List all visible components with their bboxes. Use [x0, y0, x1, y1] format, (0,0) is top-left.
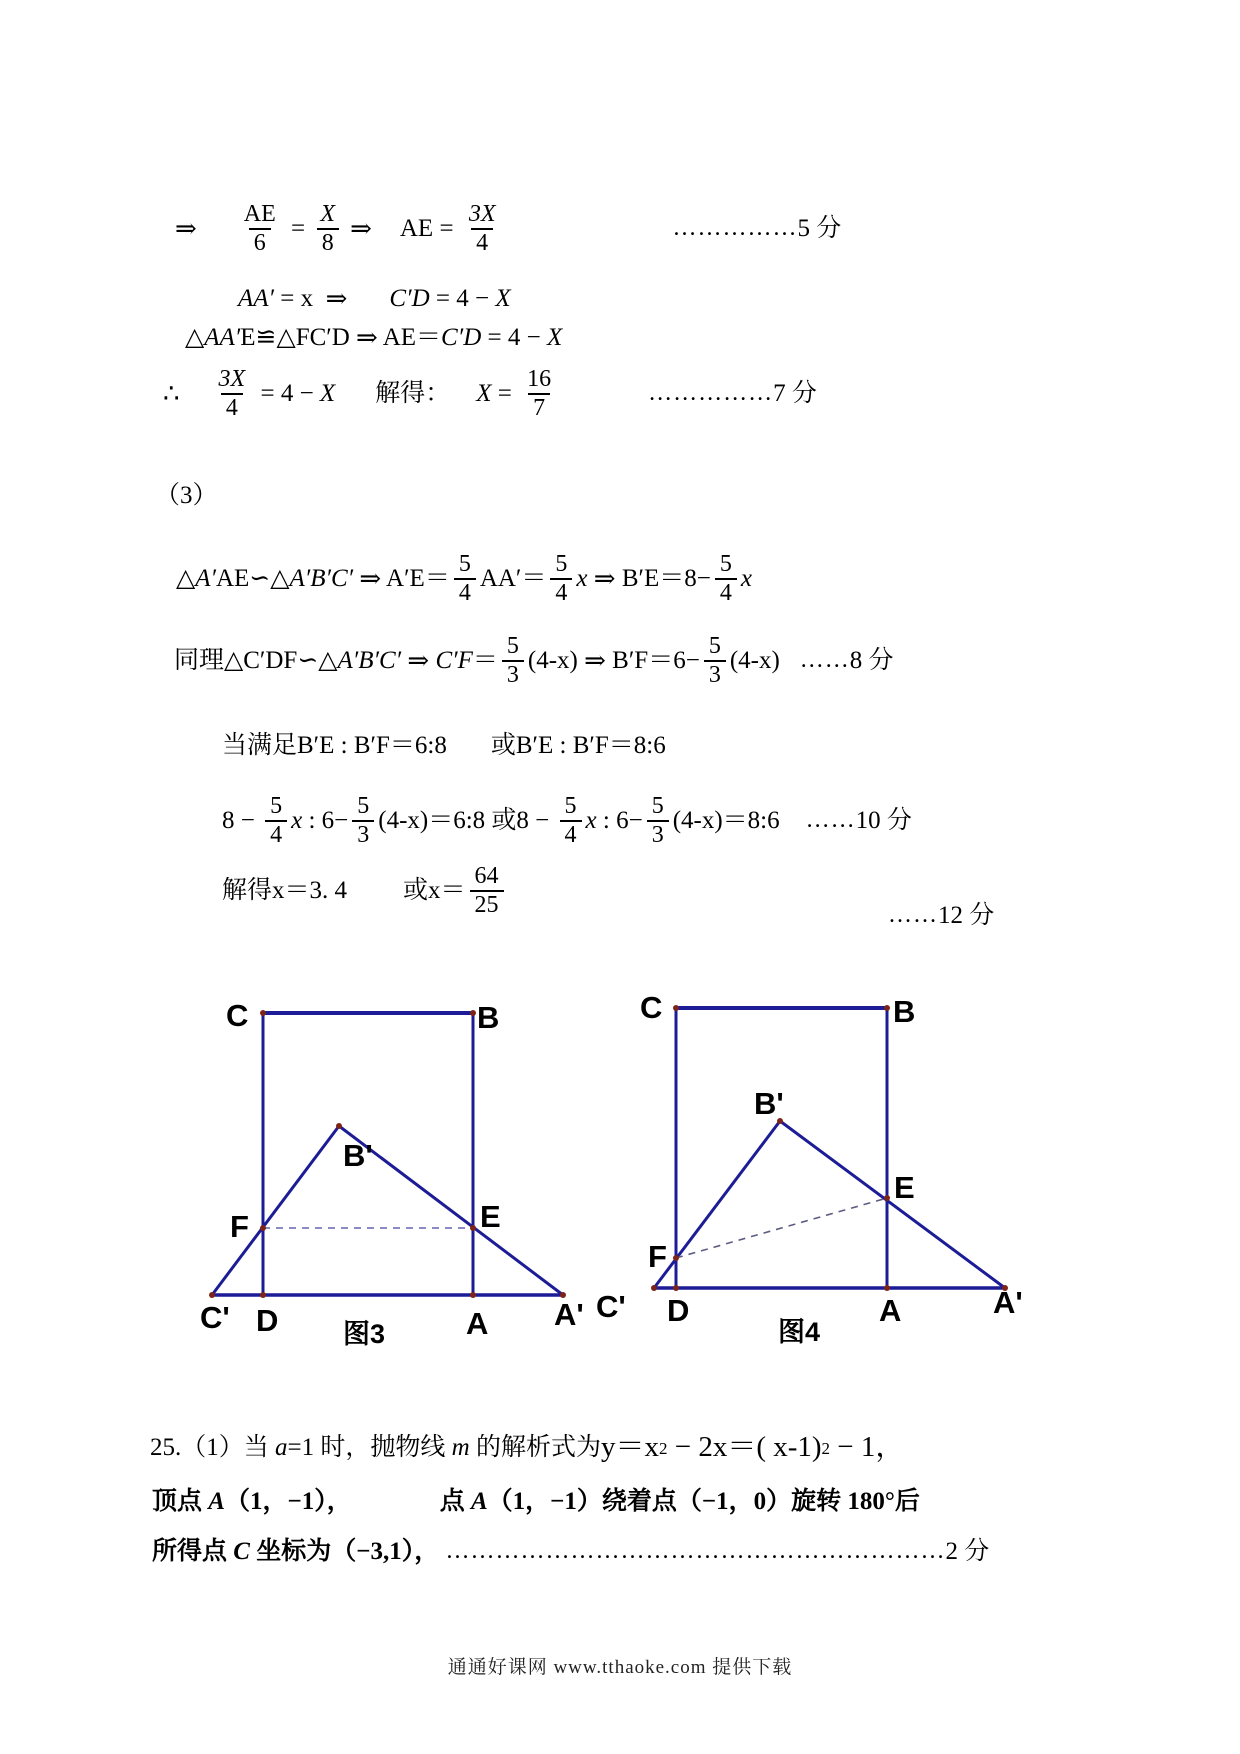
eq-token: : 6− — [596, 806, 643, 834]
vertex-label: F — [230, 1209, 249, 1244]
eq-token: ⇒ — [593, 564, 616, 594]
vertex-label: C' — [200, 1300, 230, 1335]
vertex-label: F — [648, 1239, 667, 1274]
eq-token — [347, 891, 403, 892]
eq-token: − 2x＝( x-1) — [667, 1431, 822, 1464]
eq-token: C′D — [389, 284, 430, 312]
vertex-label: C — [226, 998, 249, 1033]
eq-token: 顶点 — [152, 1487, 209, 1515]
figure-caption: 图3 — [343, 1319, 386, 1349]
eq-token: ⇒ — [356, 323, 378, 353]
figure-caption: 图4 — [778, 1317, 821, 1347]
vertex-label: C — [640, 990, 663, 1025]
eq-token: 同理△C′DF∽△ — [174, 646, 338, 674]
vertex-label: E — [894, 1170, 915, 1205]
eq-token — [352, 1502, 440, 1503]
line-ratio-10pts — [222, 784, 912, 858]
eq-token: (4-x)＝8:6 — [672, 806, 780, 834]
eq-token: ⇒ — [325, 284, 348, 314]
eq-token: 的解析式为 — [469, 1433, 601, 1461]
eq-token: (4-x) — [527, 646, 585, 674]
eq-token: $\frac{AE}{6}$ — [243, 201, 276, 256]
eq-token: x — [576, 564, 588, 592]
eq-token: AE＝ — [377, 323, 442, 351]
eq-token: $\frac{5}{4}$ — [265, 793, 287, 849]
eq-token — [450, 394, 476, 395]
line-part3 — [155, 480, 218, 512]
eq-token: $\frac{3X}{4}$ — [218, 366, 246, 421]
eq-token: C — [233, 1537, 250, 1565]
eq-token: 当满足B′E : B′F＝6:8 — [222, 731, 447, 759]
eq-token: …… — [799, 647, 850, 674]
eq-token: X — [495, 284, 511, 312]
vertex-label: E — [480, 1199, 501, 1234]
eq-token: 5 分 — [797, 214, 842, 242]
eq-token: y＝x — [600, 1431, 659, 1464]
eq-token: 或B′E : B′F＝8:6 — [490, 731, 666, 759]
line-25-1 — [150, 1420, 904, 1476]
eq-token: 解得： — [375, 379, 451, 407]
eq-token: ⇒ — [350, 214, 372, 244]
eq-token: ⇒ — [407, 646, 430, 676]
vertex-label: D — [256, 1303, 279, 1338]
eq-token: $\frac{5}{3}$ — [704, 633, 726, 689]
line-vertex-rotate — [152, 1484, 920, 1520]
eq-token: X — [546, 323, 563, 351]
eq-token: C′D — [441, 323, 482, 351]
eq-token: …………… — [648, 380, 774, 407]
eq-token: （1，−1）， — [224, 1487, 352, 1515]
eq-token: …………… — [672, 215, 798, 242]
eq-token: $\frac{64}{25}$ — [470, 863, 504, 919]
vertex-label: C' — [596, 1289, 626, 1324]
line-solve-7pts — [163, 355, 817, 433]
eq-token: ⇒ — [359, 564, 382, 594]
vertex-label: A' — [993, 1285, 1023, 1320]
eq-token: B′F＝6− — [605, 646, 700, 674]
vertex-label: A — [466, 1306, 489, 1341]
vertex-point — [470, 1225, 476, 1231]
eq-token — [335, 394, 375, 395]
figure-4 — [590, 980, 1050, 1370]
figure-segment — [654, 1121, 780, 1288]
vertex-point — [673, 1285, 679, 1291]
vertex-point — [884, 1195, 890, 1201]
eq-token — [180, 394, 210, 395]
vertex-label: B' — [343, 1138, 373, 1173]
eq-token: 12 分 — [938, 901, 995, 929]
eq-token: $\frac{5}{4}$ — [454, 551, 476, 607]
eq-token: x — [585, 806, 597, 834]
line-aa-prime — [238, 283, 511, 315]
line-ae-5pts — [175, 192, 841, 266]
eq-token: AE = — [399, 214, 460, 242]
eq-token: 或x＝ — [403, 876, 466, 904]
eq-token: AE∽△ — [215, 564, 290, 592]
eq-token: △ — [185, 323, 205, 351]
eq-token: = 4 − — [254, 379, 320, 407]
vertex-point — [260, 1225, 266, 1231]
vertex-label: A' — [554, 1297, 584, 1332]
eq-token: = — [284, 214, 312, 242]
eq-token: = 4 − — [481, 323, 547, 351]
vertex-point — [336, 1123, 342, 1129]
eq-token: △ — [176, 564, 196, 592]
eq-token: A — [208, 1487, 225, 1515]
eq-token: $\frac{5}{4}$ — [715, 551, 737, 607]
eq-token: C′F — [435, 646, 473, 674]
eq-token: $\frac{X}{8}$ — [315, 201, 340, 257]
figure-3 — [180, 980, 600, 1370]
eq-token — [780, 661, 800, 662]
eq-token: 点 — [439, 1487, 471, 1515]
eq-token: ∴ — [163, 379, 180, 409]
eq-token: = 4 − — [429, 284, 496, 312]
eq-token: …………………………………………………… — [445, 1538, 946, 1565]
eq-token: 10 分 — [855, 806, 912, 834]
eq-token — [197, 229, 235, 230]
eq-token: =1 时，抛物线 — [287, 1433, 452, 1461]
line-12pts — [888, 900, 994, 932]
figure-4-svg — [590, 980, 1050, 1370]
eq-token: 8 − — [222, 806, 262, 834]
eq-token: $\frac{5}{3}$ — [502, 633, 524, 689]
eq-token — [504, 229, 672, 230]
eq-token: X — [319, 379, 336, 407]
eq-token: AA′ — [204, 323, 241, 351]
eq-token: = x — [274, 284, 326, 312]
vertex-point — [651, 1285, 657, 1291]
eq-token: AA′＝ — [479, 564, 547, 592]
line-condition — [222, 729, 666, 763]
eq-token: E≌△FC′D — [240, 323, 357, 351]
eq-token: x — [740, 564, 752, 592]
vertex-point — [470, 1010, 476, 1016]
eq-token: $\frac{3X}{4}$ — [468, 201, 496, 256]
eq-token: …… — [805, 807, 856, 834]
line-similar-1 — [176, 543, 752, 615]
eq-token: = — [491, 379, 519, 407]
eq-token: a — [275, 1433, 288, 1461]
eq-token: AA′ — [238, 284, 275, 312]
eq-token — [372, 229, 400, 230]
eq-token: 所得点 — [152, 1537, 234, 1565]
eq-token — [347, 299, 389, 300]
eq-token: A′ — [195, 564, 216, 592]
vertex-label: B' — [754, 1086, 784, 1121]
eq-token: $\frac{16}{7}$ — [527, 366, 552, 421]
vertex-point — [209, 1292, 215, 1298]
eq-token: 7 分 — [773, 379, 817, 407]
eq-token: A — [470, 1487, 488, 1515]
eq-token: $\frac{5}{4}$ — [550, 551, 572, 607]
eq-token: $\frac{5}{3}$ — [647, 793, 669, 849]
eq-token — [780, 821, 806, 822]
vertex-label: B — [477, 1000, 500, 1035]
vertex-point — [673, 1255, 679, 1261]
line-similar-2-8pts — [174, 624, 894, 698]
eq-token: 8 分 — [849, 646, 894, 674]
eq-token — [447, 746, 491, 747]
vertex-label: B — [893, 994, 916, 1029]
line-solution-x — [222, 854, 508, 928]
eq-token: 解得x＝3. 4 — [222, 876, 348, 904]
eq-token: $\frac{5}{3}$ — [352, 793, 374, 849]
eq-token: ⇒ — [175, 214, 197, 244]
eq-token: …… — [888, 902, 938, 929]
vertex-point — [260, 1292, 266, 1298]
dashed-segment — [676, 1198, 887, 1258]
eq-token: X — [476, 379, 492, 407]
eq-token: $\frac{5}{4}$ — [560, 793, 582, 849]
vertex-point — [884, 1285, 890, 1291]
eq-token: 25.（1）当 — [150, 1433, 276, 1461]
figure-segment — [780, 1121, 1005, 1288]
eq-token: 2 分 — [945, 1537, 990, 1565]
eq-token: 2 — [658, 1438, 668, 1458]
eq-token: （1，−1）绕着点（−1，0）旋转 180°后 — [487, 1487, 920, 1515]
eq-token: m — [451, 1433, 470, 1461]
eq-token: x — [291, 806, 303, 834]
eq-token: A′E＝ — [381, 564, 450, 592]
vertex-point — [673, 1005, 679, 1011]
eq-token: (4-x) — [729, 646, 780, 674]
vertex-point — [260, 1010, 266, 1016]
eq-token: − 1， — [830, 1431, 905, 1464]
vertex-label: A — [879, 1293, 902, 1328]
eq-token: ＝ — [472, 646, 498, 674]
eq-token: ⇒ — [584, 646, 606, 676]
eq-token: 2 — [821, 1438, 831, 1458]
figure-3-svg — [180, 980, 600, 1370]
line-point-c-2pts — [152, 1534, 989, 1570]
eq-token: A′B′C′ — [289, 564, 354, 592]
vertex-point — [884, 1005, 890, 1011]
eq-token: (4-x)＝6:8 或8 − — [378, 806, 556, 834]
eq-token: B′E＝8− — [615, 564, 711, 592]
eq-token: 坐标为（−3,1）， — [249, 1537, 446, 1565]
eq-token — [560, 394, 648, 395]
eq-token: : 6− — [302, 806, 349, 834]
vertex-point — [470, 1292, 476, 1298]
eq-token: （3） — [155, 481, 218, 509]
line-congruent — [185, 321, 562, 355]
vertex-label: D — [667, 1293, 690, 1328]
eq-token: A′B′C′ — [337, 646, 402, 674]
footer-text: 通通好课网 www.tthaoke.com 提供下载 — [447, 1657, 793, 1678]
